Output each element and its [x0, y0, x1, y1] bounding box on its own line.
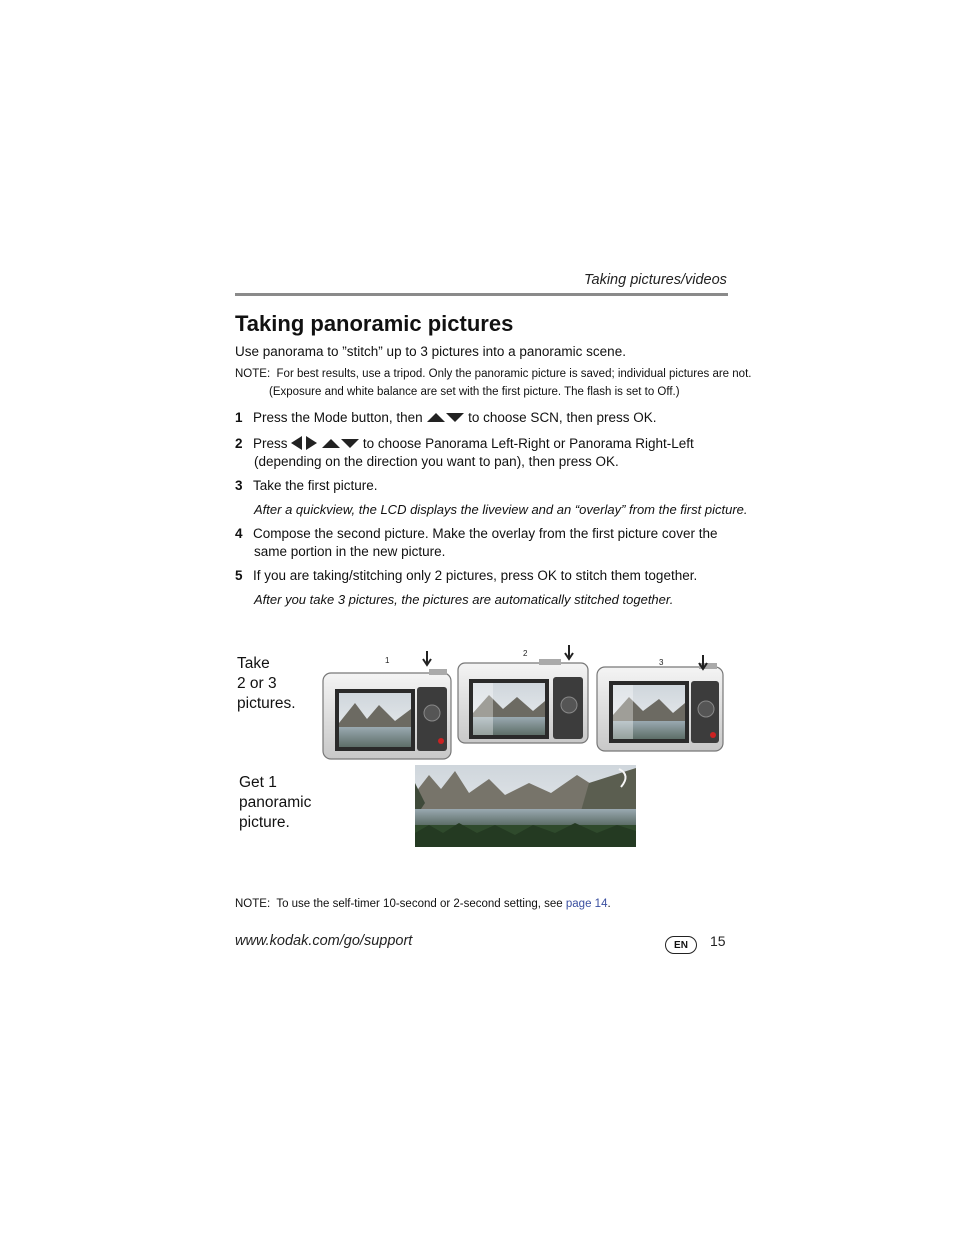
step-3 [235, 478, 378, 493]
figure-label-get: Get 1 panoramic picture. [239, 774, 312, 831]
step-4-line-2: same portion in the new picture. [254, 544, 446, 559]
step-3-result: After a quickview, the LCD displays the liveview and an “overlay” from the first picture. [254, 502, 748, 517]
camera-1 [323, 651, 451, 759]
step-2-line-2: (depending on the direction you want to pan), then press OK. [254, 454, 619, 469]
running-head: Taking pictures/videos [584, 272, 727, 288]
page-title: Taking panoramic pictures [235, 311, 514, 336]
intro-text: Use panorama to ”stitch” up to 3 pictures into a panoramic scene. [235, 344, 626, 359]
step-number: 1 [235, 410, 243, 425]
header-rule [235, 293, 728, 296]
up-down-arrows-icon [321, 437, 359, 452]
panorama-illustration [319, 643, 727, 848]
panorama-figure [319, 643, 727, 848]
step-2 [235, 436, 694, 453]
page-14-link[interactable]: page 14 [565, 898, 608, 910]
note-line-2: (Exposure and white balance are set with the first picture. The flash is set to Off.) [269, 386, 680, 398]
step-text: Compose the second picture. Make the overlay from the first picture cover the [253, 526, 718, 541]
step-text: Take the first picture. [253, 478, 378, 493]
camera-2 [458, 645, 588, 743]
camera-number-3: 3 [659, 658, 664, 667]
step-number: 2 [235, 436, 243, 452]
note-line-1: NOTE: For best results, use a tripod. Only the panoramic picture is saved; individual pictures are not. [235, 368, 752, 380]
panoramic-photo [415, 765, 636, 847]
step-5 [235, 568, 697, 583]
step-number: 5 [235, 568, 243, 583]
camera-number-1: 1 [385, 656, 390, 665]
step-text: Press [253, 436, 288, 452]
up-down-arrows-icon [426, 411, 464, 426]
figure-label-take: Take 2 or 3 pictures. [237, 655, 296, 712]
page-number: 15 [710, 933, 726, 949]
camera-3 [597, 655, 723, 751]
camera-number-2: 2 [523, 649, 528, 658]
step-number: 3 [235, 478, 243, 493]
step-1 [235, 410, 656, 426]
step-5-result: After you take 3 pictures, the pictures are automatically stitched together. [254, 592, 674, 607]
language-badge: EN [665, 936, 697, 954]
step-text: Press the Mode button, then [253, 410, 423, 425]
step-text-end: to choose Panorama Left-Right or Panorama Right-Left [362, 436, 694, 452]
left-right-arrows-icon [291, 436, 317, 453]
note-self-timer: NOTE: To use the self-timer 10-second or 2-second setting, see page 14. [235, 898, 611, 910]
step-number: 4 [235, 526, 243, 541]
footer-url[interactable]: www.kodak.com/go/support [235, 933, 413, 949]
step-text: If you are taking/stitching only 2 pictures, press OK to stitch them together. [253, 568, 698, 583]
step-4 [235, 526, 717, 541]
step-text-end: to choose SCN, then press OK. [468, 410, 657, 425]
